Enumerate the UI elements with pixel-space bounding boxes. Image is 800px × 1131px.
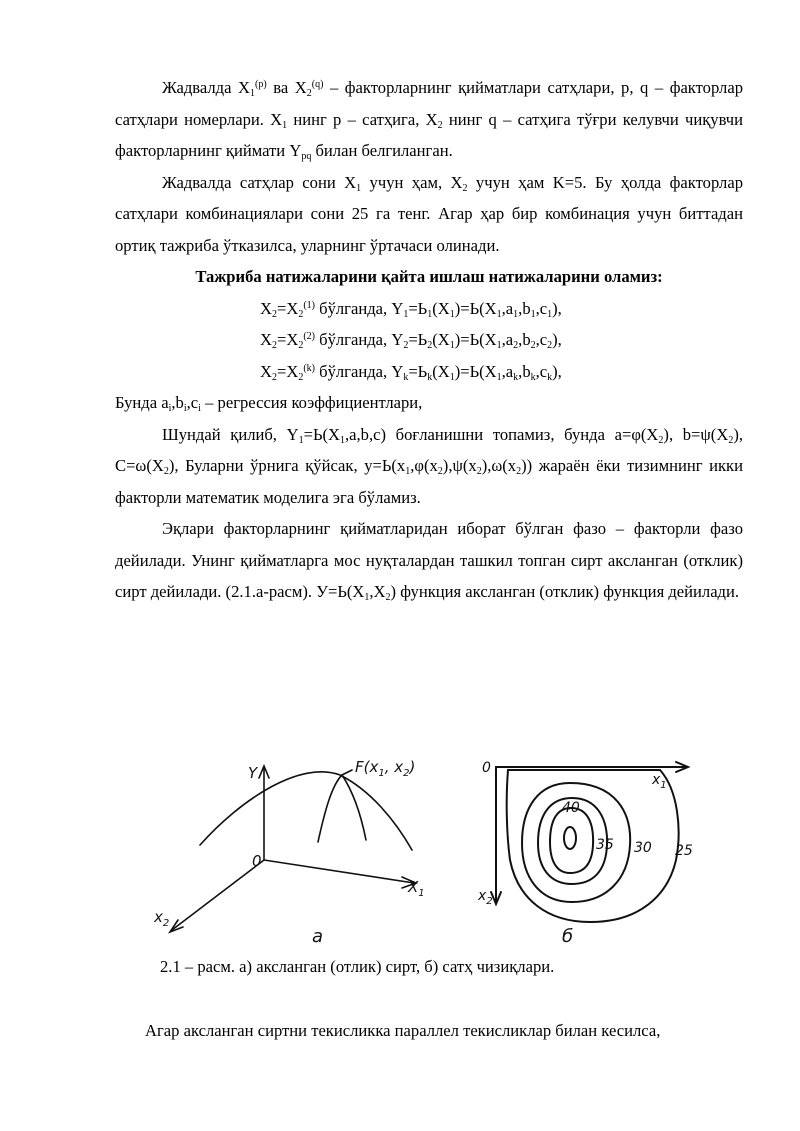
paragraph-coefficients: Бунда $a_i,b_i,c_i$ – регрессия коэффициентлари, [115,393,423,414]
contour-40 [550,808,593,873]
figure-caption: 2.1 – расм. а) аксланган (отлик) сирт, б) сатҳ чизиқлари. [160,957,555,976]
contour-30 [522,783,630,902]
section-heading: Тажриба натижаларини қайта ишлаш натижаларини оламиз: [195,267,663,286]
equation-1: $X_2=X_2^{(1)}$ бўлганда, $Y_1=Ь_1(X_1)=Ь(X_1,a_1,b_1,c_1)$, [260,298,562,320]
contour-35 [538,798,607,884]
surface-curve-x2 [318,775,366,842]
equation-3: $X_2=X_2^{(k)}$ бўлганда, $Y_k=Ь_k(X_1)=Ь(X_1,a_k,b_k,c_k)$, [260,361,562,383]
origin-label-a: 0 [252,852,262,870]
x1-axis [264,860,414,883]
document-body [115,72,743,608]
contour-25 [507,770,679,922]
function-label: $F(x_1$, $x_2$) [355,758,416,779]
y-axis-label: Y [248,764,258,782]
x1-axis-b-label: $x_1$ [652,772,667,791]
contour-35-label: 35 [596,837,614,853]
paragraph-3: Шундай қилиб, $Y_1=Ь(X_1,a,b,c)$ боғланишни топамиз, бунда $a=\varphi(X_2)$, $b=\psi(X_2)$, $C=\omega(X_2)$, Буларни ўрнига қўйсак, $y=Ь(x_1,\varphi(x_2),\psi(x_2),\omega(x_2))$ жараён ёки тизимнинг икки факторли математик моделига эга бўламиз. [115,424,743,507]
x2-axis-b-arrow [491,892,501,904]
x2-axis-arrow [170,920,183,932]
level-line-labels [477,760,693,947]
x1-axis-b-arrow [676,762,688,772]
contour-40-label: 40 [562,800,580,816]
figure-a-caption: а [312,926,324,947]
x2-axis-label: $x_2$ [154,908,170,929]
paragraph-2: Жадвалда сатҳлар сони $X_1$ учун ҳам, $X_2$ учун ҳам K=5. Бу ҳолда факторлар сатҳлари комбинациялари сони 25 га тенг. Агар ҳар бир комбинация учун биттадан ортиқ тажриба ўтказилса, уларнинг ўртачаси олинади. [115,172,743,255]
equation-2: $X_2=X_2^{(2)}$ бўлганда, $Y_2=Ь_2(X_1)=Ь(X_1,a_2,b_2,c_2)$, [260,330,562,351]
closing-paragraph: Агар аксланган сиртни текисликка параллел текисликлар билан кесилса, [145,1021,661,1040]
paragraph-4: Эқлари факторларнинг қийматларидан иборат бўлган фазо – факторли фазо дейилади. Унинг қийматларга мос нуқталардан ташкил топган сирт аксланган (отклик) сирт дейилади. (2.1.а-расм). $У=Ь(X_1,X_2)$ функция аксланган (отклик) функция дейилади. [115,519,743,603]
surface-labels [153,758,425,947]
surface-curve-x1 [200,772,412,850]
paragraph-1: Жадвалда $X_1^{(p)}$ ва $X_2^{(q)}$ – факторларнинг қийматлари сатҳлари, p, q – факторлар сатҳлари номерлари. $X_1$ нинг p – сатҳига, $X_2$ нинг q – сатҳига тўғри келувчи чиқувчи факторларнинг қиймати $Y_{pq}$ билан белгиланган. [115,78,744,162]
response-surface-figure [170,766,416,932]
contour-peak [564,827,576,849]
f-label-leader [342,770,352,775]
origin-label-b: 0 [482,760,491,776]
contour-30-label: 30 [634,840,652,856]
figure-b-caption: б [562,926,574,947]
contour-25-label: 25 [675,843,693,859]
y-axis-arrow [259,766,269,778]
x2-axis [172,860,264,930]
x2-axis-b-label: $x_2$ [478,888,493,907]
level-lines-figure [491,762,688,922]
x1-axis-arrow [402,877,416,888]
x1-axis-label: $X_1$ [408,878,425,899]
